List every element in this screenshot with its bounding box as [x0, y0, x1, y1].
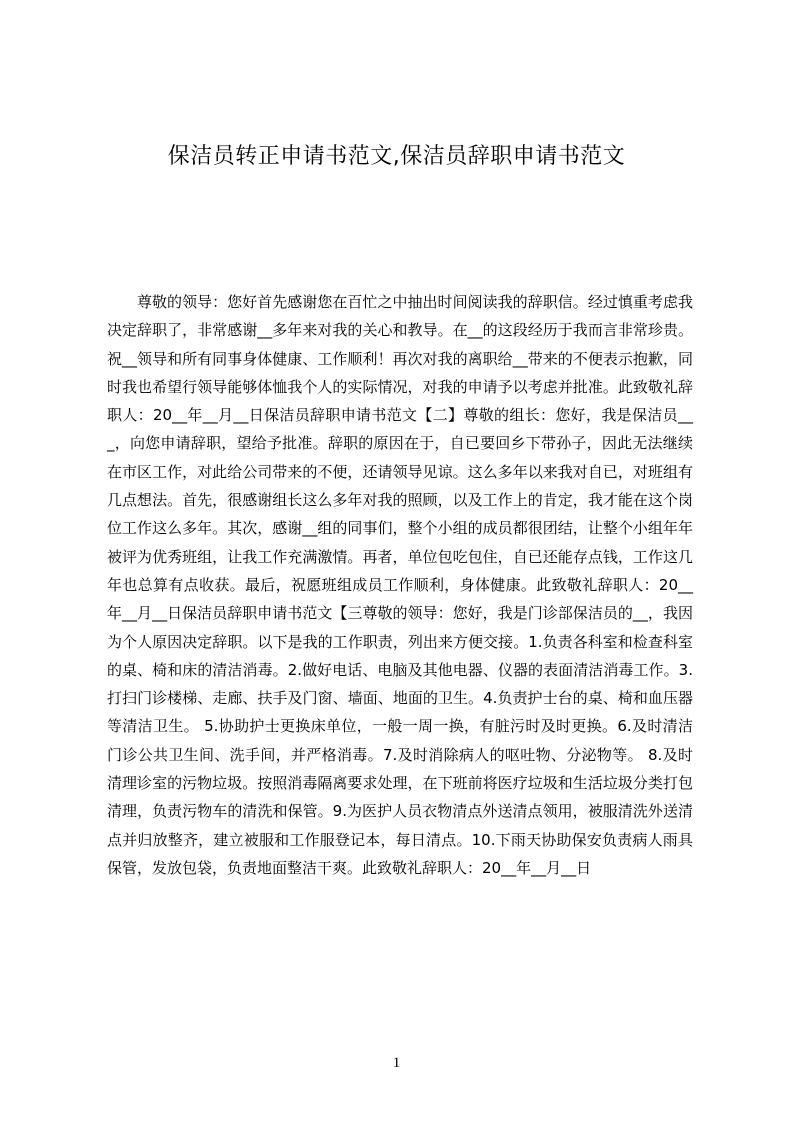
- document-title: 保洁员转正申请书范文,保洁员辞职申请书范文: [167, 144, 626, 169]
- page-number: 1: [392, 1055, 401, 1071]
- document-body-paragraph: 尊敬的领导：您好首先感谢您在百忙之中抽出时间阅读我的辞职信。经过慎重考虑我决定辞职了，非常感谢__多年来对我的关心和教导。在__的这段经历于我而言非常珍贵。祝__领导和所有同事身体健康、工作顺利！再次对我的离职给__带来的不便表示抱歉，同时我也希望行领导能够体恤我个人的实际情况，对我的申请予以考虑并批准。此致敬礼辞职人：20__年__月__日保洁员辞职申请书范文【二】尊敬的组长：您好，我是保洁员___，向您申请辞职，望给予批准。辞职的原因在于，自已要回乡下带孙子，因此无法继续在市区工作，对此给公司带来的不便，还请领导见谅。这么多年以来我对自已，对班组有几点想法。首先，很感谢组长这么多年对我的照顾，以及工作上的肯定，我才能在这个岗位工作这么多年。其次，感谢__组的同事们，整个小组的成员都很团结，让整个小组年年被评为优秀班组，让我工作充满激情。再者，单位包吃包住，自已还能存点钱，工作这几年也总算有点收获。最后，祝愿班组成员工作顺利，身体健康。此致敬礼辞职人：20__年__月__日保洁员辞职申请书范文【三尊敬的领导：您好，我是门诊部保洁员的__，我因为个人原因决定辞职。以下是我的工作职责，列出来方便交接。1.负责各科室和检查科室的桌、椅和床的清洁消毒。2.做好电话、电脑及其他电器、仪器的表面清洁消毒工作。3.打扫门诊楼梯、走廊、扶手及门窗、墙面、地面的卫生。4.负责护士台的桌、椅和血压器等清洁卫生。 5.协助护士更换床单位，一般一周一换，有脏污时及时更换。6.及时清洁门诊公共卫生间、洗手间，并严格消毒。7.及时消除病人的呕吐物、分泌物等。 8.及时清理诊室的污物垃圾。按照消毒隔离要求处理，在下班前将医疗垃圾和生活垃圾分类打包清理，负责污物车的清洗和保管。9.为医护人员衣物清点外送清点领用，被服清洗外送清点并归放整齐，建立被服和工作服登记本，每日清点。10.下雨天协助保安负责病人雨具保管，发放包袋，负责地面整洁干爽。此致敬礼辞职人：20__年__月__日: [107, 293, 693, 877]
